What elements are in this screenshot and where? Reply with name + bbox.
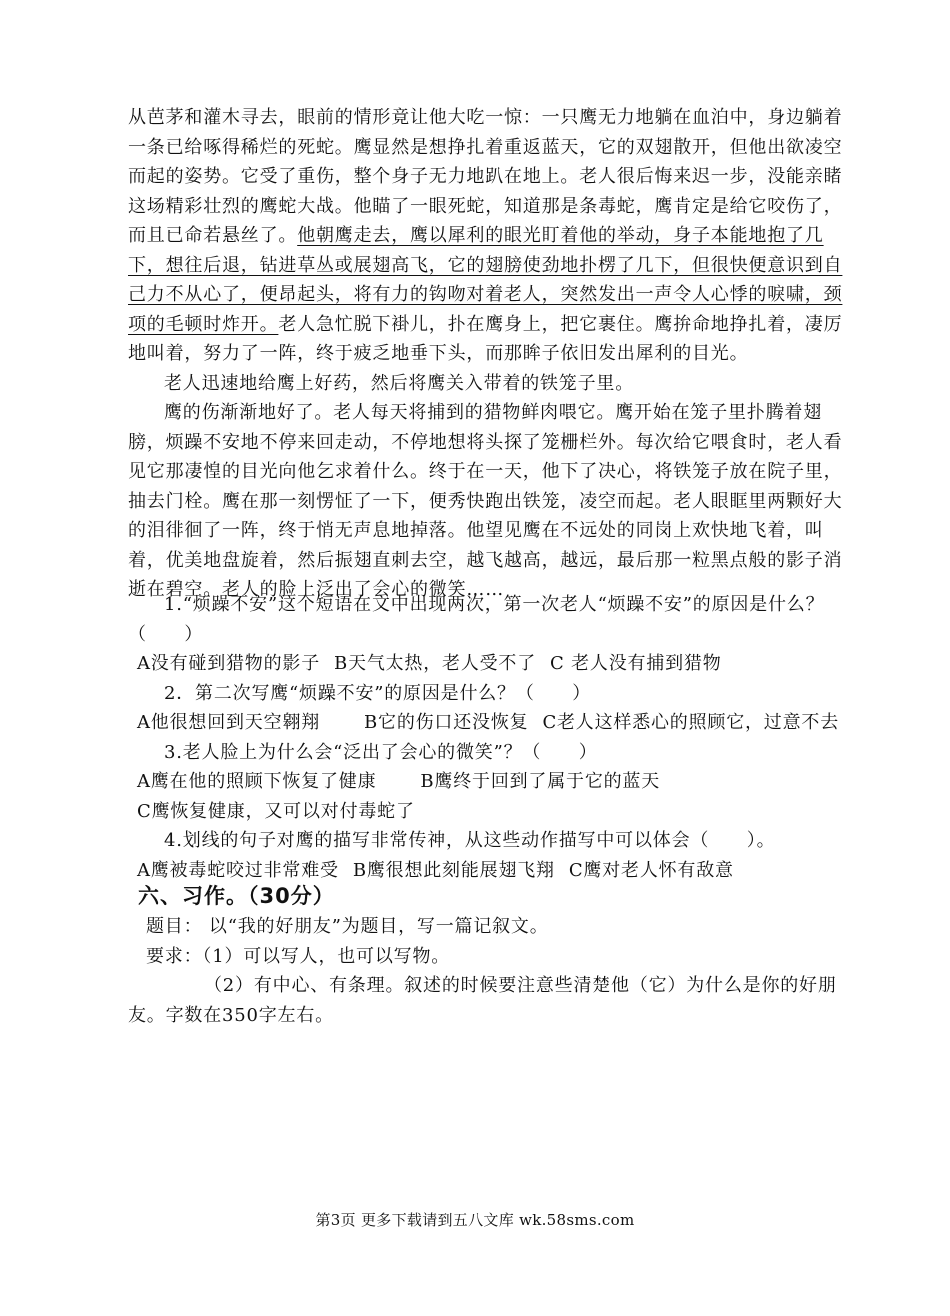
question-4-stem: 4.划线的句子对鹰的描写非常传神，从这些动作描写中可以体会（ ）。: [164, 830, 776, 851]
requirement-2: （2）有中心、有条理。叙述的时候要注意些清楚他（它）为什么是你的好朋友。字数在350字左右。: [128, 975, 837, 1026]
option-a: A他很想回到天空翱翔: [137, 712, 320, 733]
question-2-options: [128, 708, 848, 738]
option-c: C鹰对老人怀有敌意: [568, 859, 734, 881]
passage-paragraph-2: 老人迅速地给鹰上好药，然后将鹰关入带着的铁笼子里。: [164, 372, 634, 394]
option-b: B鹰很想此刻能展翅飞翔: [352, 859, 555, 881]
questions-block: [128, 590, 848, 885]
option-a: A鹰被毒蛇咬过非常难受: [137, 859, 339, 881]
underlined-sentence: 他朝鹰走去，鹰以犀利的眼光盯着他的举动，身子本能地抱了几下，想往后退，钻进草丛或展翅高飞，它的翅膀使劲地扑楞了几下，但很快便意识到自己力不从心了，便昂起头，将有力的钩吻对着老人，突然发出一声令人心悸的唳啸，颈项的毛顿时炸开。: [128, 225, 843, 335]
option-a: A鹰在他的照顾下恢复了健康: [137, 771, 377, 792]
question-1-options: [128, 649, 848, 679]
question-3-options: [128, 767, 848, 797]
passage-paragraph-3: 鹰的伤渐渐地好了。老人每天将捕到的猎物鲜肉喂它。鹰开始在笼子里扑腾着翅膀，烦躁不安地不停来回走动，不停地想将头探了笼栅栏外。每次给它喂食时，老人看见它那凄惶的目光向他乞求着什么。终于在一天，他下了决心，将铁笼子放在院子里，抽去门栓。鹰在那一刻愣怔了一下，便秀快跑出铁笼，凌空而起。老人眼眶里两颗好大的泪徘徊了一阵，终于悄无声息地掉落。他望见鹰在不远处的同岗上欢快地飞着，叫着，优美地盘旋着，然后振翅直刺去空，越飞越高，越远，最后那一粒黑点般的影子消逝在碧空。老人的脸上泛出了会心的微笑……: [128, 402, 843, 600]
passage-text: 从芭茅和灌木寻去，眼前的情形竟让他大吃一惊：一只鹰无力地躺在血泊中，身边躺着一条已给啄得稀烂的死蛇。鹰显然是想挣扎着重返蓝天，它的双翅散开，但他出欲凌空而起的姿势。它受了重伤，整个身子无力地趴在地上。老人很后悔来迟一步，没能亲睹这场精彩壮烈的鹰蛇大战。他瞄了一眼死蛇，知道那是条毒蛇，鹰肯定是给它咬伤了，而且已命若悬丝了。: [128, 107, 843, 246]
page-footer: 第3页 更多下载请到五八文库 wk.58sms.com: [315, 1211, 635, 1229]
requirement-1: （1）可以写人，也可以写物。: [202, 945, 451, 967]
passage-paragraph-1: [128, 103, 848, 369]
requirements-label: 要求：: [146, 945, 203, 967]
essay-title-line: 题目： 以“我的好朋友”为题目，写一篇记叙文。: [146, 916, 549, 937]
requirements-line-1: [128, 942, 848, 972]
option-b: B天气太热，老人受不了: [334, 653, 537, 674]
option-b: B它的伤口还没恢复: [364, 712, 529, 733]
passage-text: 老人急忙脱下褂儿，扑在鹰身上，把它裹住。鹰拚命地挣扎着，凄厉地叫着，努力了一阵，终于疲乏地垂下头，而那眸子依旧发出犀利的目光。: [128, 313, 843, 364]
question-2-stem: 2．第二次写鹰“烦躁不安”的原因是什么？（ ）: [164, 682, 592, 704]
option-c: C鹰恢复健康，又可以对付毒蛇了: [137, 800, 415, 822]
question-1-stem: 1.“烦躁不安”这个短语在文中出现两次，第一次老人“烦躁不安”的原因是什么？（ ）: [128, 594, 825, 645]
section-6-body: [128, 912, 848, 1030]
section-6-heading: 六、习作。（30分）: [138, 884, 335, 908]
option-a: A没有碰到猎物的影子: [137, 653, 320, 674]
option-b: B鹰终于回到了属于它的蓝天: [420, 771, 661, 792]
option-c: C 老人没有捕到猎物: [550, 653, 722, 674]
reading-passage: [128, 103, 848, 605]
question-3-option-c-line: [128, 797, 848, 827]
question-3-stem: 3.老人脸上为什么会“泛出了会心的微笑”？（ ）: [164, 741, 598, 763]
option-c: C老人这样悉心的照顾它，过意不去: [542, 712, 840, 733]
